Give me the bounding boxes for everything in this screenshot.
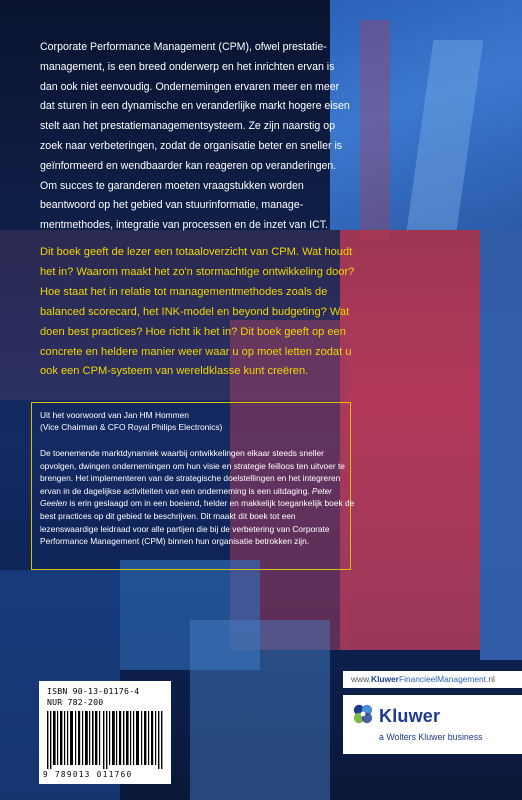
highlight-paragraph: Dit boek geeft de lezer een totaaloverzicht van CPM. Wat houdt het in? Waarom maakt het zo'n stormachtige ontwikkeling door? Hoe staat het in relatie tot managementmethodes zoals de balanced scorecard, het INK-model en beyond budgeting? Wat doen best practices? Hoe richt ik het in? Dit boek geeft op een concrete en heldere manier weer waar u op moet letten zodat u ook een CPM-systeem van wereldklasse kunt creëren.: [40, 246, 355, 378]
foreword-source: [40, 409, 350, 433]
publisher-name: Kluwer: [379, 706, 441, 726]
foreword-text-part1: De toenemende marktdynamiek waarbij ontwikkelingen elkaar steeds sneller opvolgen, dwingen ondernemingen om hun visie en strategie feilloos ten uitvoer te brengen. Het implementeren van de strategische doelstellingen en het integreren ervan in de dagelijkse activiteiten van een onderneming is een uitdaging.: [40, 448, 345, 496]
barcode-icon: [47, 711, 163, 769]
intro-paragraph: Corporate Performance Management (CPM), ofwel prestatie-management, is een breed onderwerp en het inrichten ervan is dan ook niet eenvoudig. Ondernemingen ervaren meer en meer dat sturen in een dynamische en veranderlijke markt hogere eisen stelt aan het prestatiemanagementsysteem. Ze zijn naarstig op zoek naar verbeteringen, zodat de organisatie beter en sneller is geïnformeerd en wendbaarder kan reageren op veranderingen. Om succes te garanderen moeten vraagstukken worden beantwoord op het gebied van stuurinformatie, manage-mentmethodes, integratie van processen en de inzet van ICT.: [40, 41, 350, 232]
foreword-source-name: Uit het voorwoord van Jan HM Hommen: [40, 410, 189, 420]
barcode-panel: [39, 681, 171, 784]
url-prefix: www.: [351, 674, 372, 684]
publisher-url[interactable]: [351, 674, 495, 684]
kluwer-logo-icon: [352, 703, 374, 725]
nur-label: NUR 782-200: [47, 697, 104, 707]
foreword-text-part2: is erin geslaagd om in een boeiend, helder en makkelijk toegankelijk boek de best practices op dit gebied te beschrijven. Dit maakt dit boek tot een lezenswaardige leidraad voor alle partijen die bij de verbetering van Corporate Performance Management (CPM) binnen hun organisatie betrokken zijn.: [40, 498, 355, 547]
publisher-url-bar: [343, 671, 522, 688]
foreword-author: Peter Geelen: [40, 485, 332, 509]
publisher-logo-panel: [343, 695, 522, 754]
publisher-tagline: a Wolters Kluwer business: [379, 732, 483, 742]
isbn-label: ISBN 90-13-01176-4: [47, 686, 140, 696]
url-suffix: .nl: [486, 674, 495, 684]
barcode-number: 9 789013 011760: [43, 770, 133, 779]
url-section: FinancieelManagement: [398, 674, 487, 684]
foreword-text: [40, 447, 355, 548]
url-brand: Kluwer: [371, 674, 399, 684]
foreword-source-title: (Vice Chairman & CFO Royal Philips Electronics): [40, 422, 223, 432]
